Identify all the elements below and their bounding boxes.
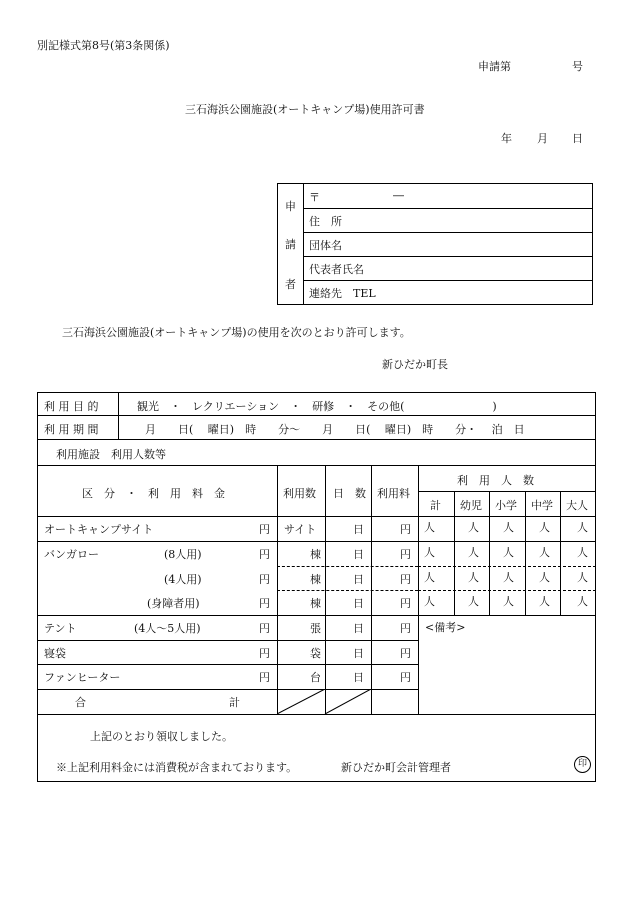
users-unit: 人 (468, 546, 479, 559)
applicant-char-2: 請 (285, 238, 296, 251)
postal-dash: ― (393, 189, 404, 202)
fee-row-name: テント (44, 622, 77, 635)
fee-row-unit: 棟 (310, 573, 321, 586)
users-col-total: 計 (430, 499, 441, 512)
rule (37, 439, 596, 440)
users-unit: 人 (468, 521, 479, 534)
users-unit: 人 (577, 571, 588, 584)
rule (277, 590, 418, 591)
fee-row-yen: 円 (259, 573, 270, 586)
rule (37, 516, 418, 517)
fee-row-unit: 袋 (310, 647, 321, 660)
total-label-left: 合 (75, 696, 86, 709)
contact-row (303, 280, 592, 304)
period-label: 利 用 期 間 (44, 423, 99, 436)
group-row (303, 232, 592, 257)
purpose-options: 観光 ・ レクリエーション ・ 研修 ・ その他( ) (137, 400, 497, 413)
users-unit: 人 (577, 595, 588, 608)
representative-label: 代表者氏名 (309, 263, 364, 276)
postal-row (303, 184, 592, 209)
fee-row-unit: 張 (310, 622, 321, 635)
users-unit: 人 (424, 595, 435, 608)
postal-mark: 〒 (309, 191, 320, 204)
fee-row-fee: 円 (400, 647, 411, 660)
address-row (303, 208, 592, 233)
fee-row-yen: 円 (259, 548, 270, 561)
contact-label: 連絡先 TEL (309, 287, 376, 300)
fee-row-days: 日 (353, 647, 364, 660)
rule (418, 615, 596, 616)
users-col-junior: 中学 (531, 499, 553, 512)
fee-row-yen: 円 (259, 647, 270, 660)
rule (118, 392, 119, 439)
fee-row-unit: 棟 (310, 548, 321, 561)
fee-row-days: 日 (353, 671, 364, 684)
total-label-right: 計 (229, 696, 240, 709)
fee-row-fee: 円 (400, 523, 411, 536)
rule (37, 664, 418, 665)
users-col-adult: 大人 (566, 499, 588, 512)
fee-row-yen: 円 (259, 622, 270, 635)
address-label: 住 所 (309, 215, 342, 228)
fee-row-yen: 円 (259, 671, 270, 684)
date-year: 年 (501, 132, 512, 145)
fee-row-days: 日 (353, 573, 364, 586)
users-unit: 人 (503, 521, 514, 534)
total-slashes (277, 689, 371, 714)
rule (418, 566, 596, 567)
fee-row-days: 日 (353, 622, 364, 635)
users-unit: 人 (539, 595, 550, 608)
fee-row-fee: 円 (400, 548, 411, 561)
users-unit: 人 (539, 546, 550, 559)
seal-mark: 印 (574, 756, 591, 773)
receipt-text: 上記のとおり領収しました。 (90, 730, 233, 743)
fee-row-fee: 円 (400, 597, 411, 610)
rule (418, 590, 596, 591)
representative-row (303, 256, 592, 281)
rule (560, 491, 561, 615)
rule (37, 415, 596, 416)
users-unit: 人 (468, 571, 479, 584)
rule (525, 491, 526, 615)
fee-row-yen: 円 (259, 523, 270, 536)
applicant-char-1: 申 (285, 200, 296, 213)
fee-row-sub: (4人用) (164, 573, 202, 586)
users-unit: 人 (424, 521, 435, 534)
users-unit: 人 (577, 546, 588, 559)
rule (489, 491, 490, 615)
rule (454, 491, 455, 615)
fee-row-sub: (身障者用) (147, 597, 200, 610)
fee-row-days: 日 (353, 523, 364, 536)
rule (277, 566, 418, 567)
issuer: 新ひだか町長 (382, 358, 448, 371)
fee-row-name: オートキャンプサイト (44, 523, 154, 536)
users-unit: 人 (539, 521, 550, 534)
col-category: 区 分 ・ 利 用 料 金 (82, 487, 225, 500)
users-unit: 人 (424, 546, 435, 559)
users-title: 利 用 人 数 (457, 474, 534, 487)
fee-row-unit: 棟 (310, 597, 321, 610)
fee-row-name: バンガロー (44, 548, 99, 561)
fee-row-unit: サイト (284, 523, 317, 536)
rule (37, 541, 418, 542)
users-unit: 人 (503, 546, 514, 559)
users-unit: 人 (503, 595, 514, 608)
fee-row-fee: 円 (400, 622, 411, 635)
treasurer: 新ひだか町会計管理者 (341, 761, 451, 774)
document-title: 三石海浜公園施設(オートキャンプ場)使用許可書 (185, 103, 425, 116)
rule (37, 615, 418, 616)
form-number: 別記様式第8号(第3条関係) (37, 39, 170, 52)
fee-row-fee: 円 (400, 573, 411, 586)
fee-row-name: 寝袋 (44, 647, 66, 660)
rule (325, 465, 326, 714)
applicant-box (277, 183, 593, 305)
col-days: 日 数 (333, 487, 366, 500)
fee-row-sub: (8人用) (164, 548, 202, 561)
users-unit: 人 (503, 571, 514, 584)
rule (418, 491, 596, 492)
users-col-elementary: 小学 (495, 499, 517, 512)
fee-row-unit: 台 (310, 671, 321, 684)
facilities-header: 利用施設 利用人数等 (56, 448, 166, 461)
rule (37, 714, 596, 715)
purpose-label: 利 用 目 的 (44, 400, 99, 413)
rule (418, 541, 596, 542)
col-count: 利用数 (283, 487, 316, 500)
fee-row-days: 日 (353, 548, 364, 561)
rule (37, 640, 418, 641)
users-unit: 人 (577, 521, 588, 534)
fee-row-sub: (4人～5人用) (134, 622, 201, 635)
group-label: 団体名 (309, 239, 342, 252)
fee-row-yen: 円 (259, 597, 270, 610)
rule (37, 465, 596, 466)
application-number-label: 申請第 (478, 60, 511, 73)
applicant-char-3: 者 (285, 278, 296, 291)
date-day: 日 (572, 132, 583, 145)
rule (371, 465, 372, 714)
col-fee: 利用料 (377, 487, 410, 500)
remarks-label: <備考> (425, 621, 466, 634)
applicant-side-label (278, 184, 304, 304)
date-month: 月 (537, 132, 548, 145)
fee-row-name: ファンヒーター (44, 671, 121, 684)
application-number-suffix: 号 (572, 60, 583, 73)
rule (418, 516, 596, 517)
users-unit: 人 (539, 571, 550, 584)
period-value: 月 日( 曜日) 時 分～ 月 日( 曜日) 時 分・ 泊 日 (145, 423, 525, 436)
users-unit: 人 (424, 571, 435, 584)
rule (277, 465, 278, 714)
users-col-infant: 幼児 (460, 499, 482, 512)
permit-statement: 三石海浜公園施設(オートキャンプ場)の使用を次のとおり許可します。 (62, 326, 411, 339)
fee-row-days: 日 (353, 597, 364, 610)
users-unit: 人 (468, 595, 479, 608)
tax-note: ※上記利用料金には消費税が含まれております。 (56, 761, 298, 774)
fee-row-fee: 円 (400, 671, 411, 684)
